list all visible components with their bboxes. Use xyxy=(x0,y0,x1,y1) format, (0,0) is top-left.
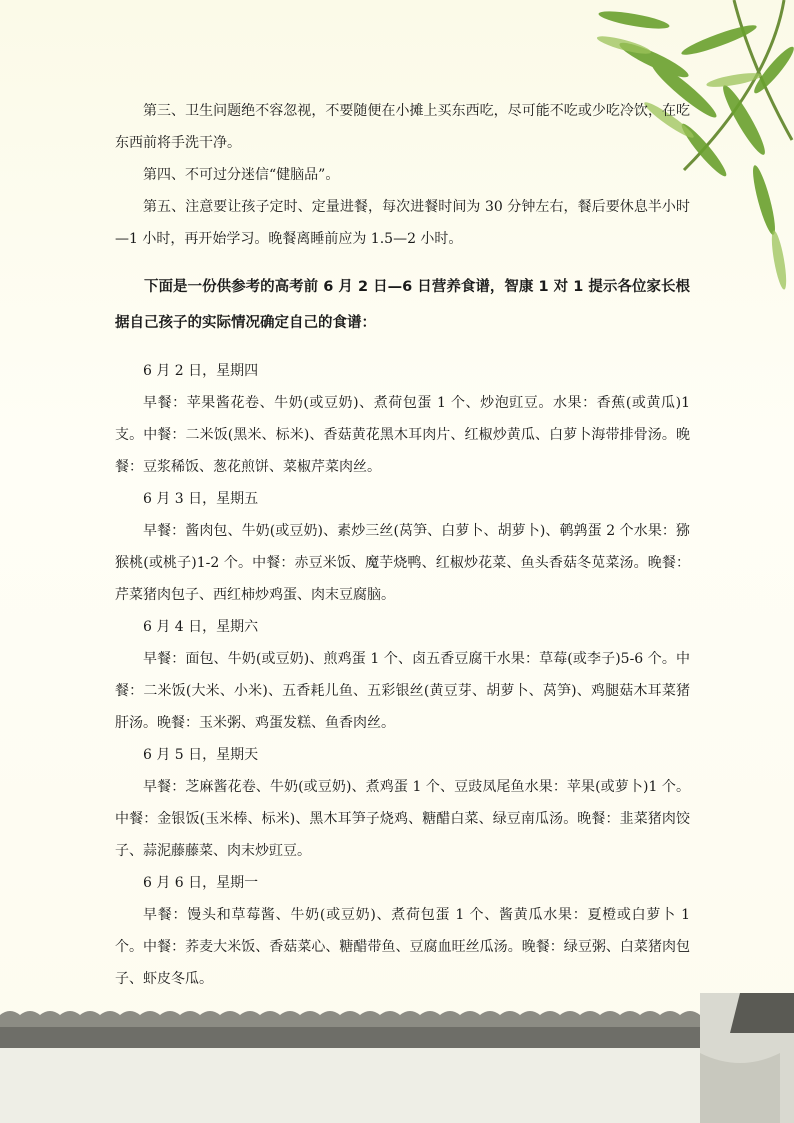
day-menu: 早餐：苹果酱花卷、牛奶(或豆奶)、煮荷包蛋 1 个、炒泡豇豆。水果：香蕉(或黄瓜)1 支。中餐：二米饭(黑米、标米)、香菇黄花黑木耳肉片、红椒炒黄瓜、白萝卜海带排骨汤。晚餐：豆浆稀饭、葱花煎饼、菜椒芹菜肉丝。 xyxy=(115,395,690,475)
day-menu: 早餐：芝麻酱花卷、牛奶(或豆奶)、煮鸡蛋 1 个、豆豉凤尾鱼水果：苹果(或萝卜)1 个。中餐：金银饭(玉米棒、标米)、黑木耳笋子烧鸡、糖醋白菜、绿豆南瓜汤。晚餐：韭菜猪肉饺子、蒜泥藤藤菜、肉末炒豇豆。 xyxy=(115,779,690,859)
document-body xyxy=(115,95,690,995)
spacer xyxy=(115,341,690,355)
intro-point-5: 第五、注意要让孩子定时、定量进餐，每次进餐时间为 30 分钟左右，餐后要休息半小时—1 小时，再开始学习。晚餐离睡前应为 1.5—2 小时。 xyxy=(115,199,690,247)
day-menu: 早餐：馒头和草莓酱、牛奶(或豆奶)、煮荷包蛋 1 个、酱黄瓜水果：夏橙或白萝卜 1 个。中餐：荞麦大米饭、香菇菜心、糖醋带鱼、豆腐血旺丝瓜汤。晚餐：绿豆粥、白菜猪肉包子、虾皮冬瓜。 xyxy=(115,907,690,987)
day-heading: 6 月 6 日，星期一 xyxy=(143,875,259,891)
lead-paragraph: 下面是一份供参考的高考前 6 月 2 日—6 日营养食谱，智康 1 对 1 提示各位家长根据自己孩子的实际情况确定自己的食谱： xyxy=(115,279,690,331)
day-heading: 6 月 5 日，星期天 xyxy=(143,747,259,763)
intro-point-4: 第四、不可过分迷信“健脑品”。 xyxy=(143,167,340,183)
spacer xyxy=(115,255,690,269)
tiled-wall-icon xyxy=(0,993,794,1123)
intro-point-3: 第三、卫生问题绝不容忽视，不要随便在小摊上买东西吃，尽可能不吃或少吃冷饮，在吃东西前将手洗干净。 xyxy=(115,103,690,151)
day-heading: 6 月 4 日，星期六 xyxy=(143,619,259,635)
day-menu: 早餐：酱肉包、牛奶(或豆奶)、素炒三丝(莴笋、白萝卜、胡萝卜)、鹌鹑蛋 2 个水果：猕猴桃(或桃子)1-2 个。中餐：赤豆米饭、魔芋烧鸭、红椒炒花菜、鱼头香菇冬苋菜汤。晚餐：芹菜猪肉包子、西红柿炒鸡蛋、肉末豆腐脑。 xyxy=(115,523,690,603)
day-heading: 6 月 2 日，星期四 xyxy=(143,363,259,379)
day-heading: 6 月 3 日，星期五 xyxy=(143,491,259,507)
day-menu: 早餐：面包、牛奶(或豆奶)、煎鸡蛋 1 个、卤五香豆腐干水果：草莓(或李子)5-6 个。中餐：二米饭(大米、小米)、五香耗儿鱼、五彩银丝(黄豆芽、胡萝卜、莴笋)、鸡腿菇木耳菜猪肝汤。晚餐：玉米粥、鸡蛋发糕、鱼香肉丝。 xyxy=(115,651,690,731)
